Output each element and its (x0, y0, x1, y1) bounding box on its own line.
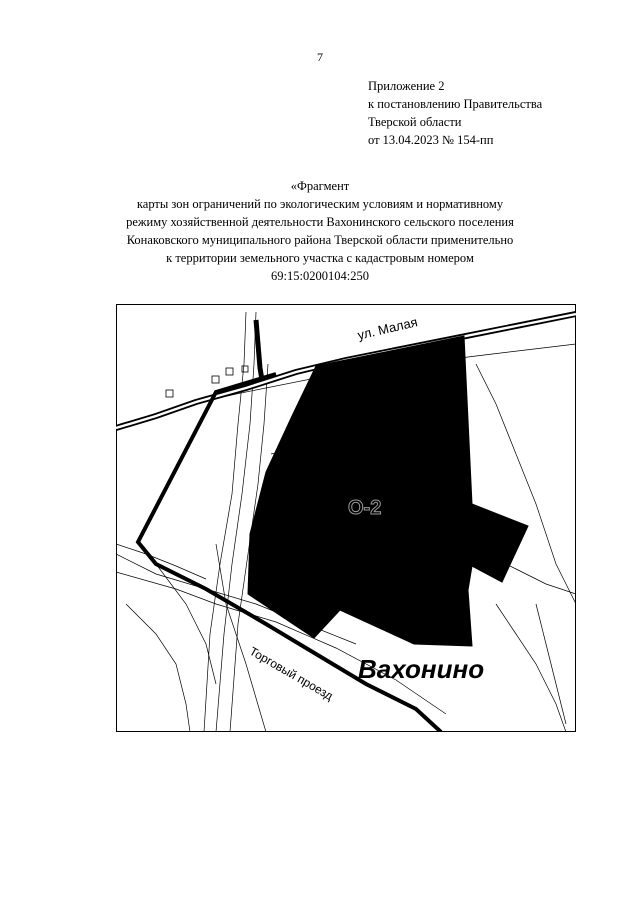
title-line-6: 69:15:0200104:250 (271, 269, 369, 283)
appendix-header (368, 77, 618, 149)
appendix-line-4: от 13.04.2023 № 154-пп (368, 133, 494, 147)
title-line-3: режиму хозяйственной деятельности Вахонинского сельского поселения (126, 215, 514, 229)
building-mark-1 (166, 390, 173, 397)
zone-label-o2: О-2 (348, 497, 382, 519)
building-mark-4 (242, 366, 248, 372)
road-label-torgovy: Торговый проезд (247, 644, 336, 704)
title-line-5: к территории земельного участка с кадастровым номером (166, 251, 474, 265)
appendix-line-3: Тверской области (368, 115, 462, 129)
building-mark-3 (226, 368, 233, 375)
appendix-line-2: к постановлению Правительства (368, 97, 543, 111)
road-spur (256, 320, 262, 380)
thin-line-6 (216, 312, 256, 732)
building-mark-2 (212, 376, 219, 383)
thin-line-16 (116, 544, 206, 579)
map-fragment (116, 304, 576, 732)
page-number: 7 (317, 50, 323, 64)
zone-o2-area (248, 336, 528, 646)
thin-line-9 (126, 604, 190, 732)
document-title (0, 177, 640, 285)
village-label: Вахонино (358, 654, 485, 684)
map-drawing (116, 304, 576, 732)
thin-line-14 (536, 604, 566, 724)
title-line-2: карты зон ограничений по экологическим условиям и нормативному (136, 197, 504, 211)
appendix-line-1: Приложение 2 (368, 79, 445, 93)
street-label-malaya: ул. Малая (356, 314, 419, 343)
thin-line-5 (204, 312, 246, 732)
thin-line-10 (156, 564, 216, 684)
title-line-4: Конаковского муниципального района Тверской области применительно (126, 233, 514, 247)
thin-line-13 (496, 604, 566, 732)
title-line-1: «Фрагмент (290, 179, 350, 193)
